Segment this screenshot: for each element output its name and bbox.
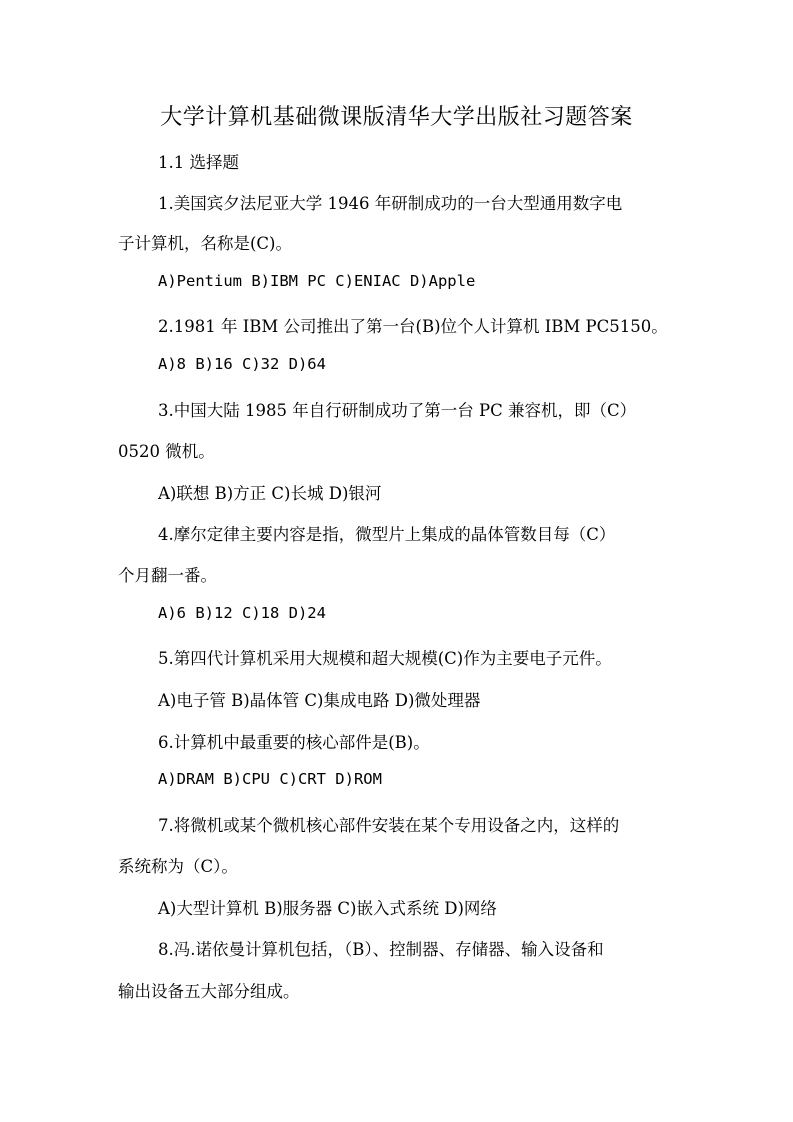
question-7-line-2: 系统称为（C）。 [118,857,238,876]
question-4-line-1: 4.摩尔定律主要内容是指，微型片上集成的晶体管数目每（C） [158,525,616,544]
section-heading: 1.1 选择题 [158,153,239,172]
question-5-options: A)电子管 B)晶体管 C)集成电路 D)微处理器 [158,691,481,710]
question-7-options: A)大型计算机 B)服务器 C)嵌入式系统 D)网络 [158,899,497,918]
question-3-line-1: 3.中国大陆 1985 年自行研制成功了第一台 PC 兼容机，即（C） [158,401,637,420]
question-1-line-1: 1.美国宾夕法尼亚大学 1946 年研制成功的一台大型通用数字电 [158,194,623,213]
question-1-options: A)Pentium B)IBM PC C)ENIAC D)Apple [158,272,476,290]
question-4-options: A)6 B)12 C)18 D)24 [158,604,326,622]
question-2-options: A)8 B)16 C)32 D)64 [158,355,326,373]
question-1-line-2: 子计算机，名称是(C)。 [118,234,292,253]
question-7-line-1: 7.将微机或某个微机核心部件安装在某个专用设备之内，这样的 [158,816,620,835]
question-3-options: A)联想 B)方正 C)长城 D)银河 [158,484,382,503]
question-4-line-2: 个月翻一番。 [118,566,217,585]
question-3-line-2: 0520 微机。 [118,442,215,461]
question-6-line-1: 6.计算机中最重要的核心部件是(B)。 [158,733,430,752]
question-8-line-1: 8.冯.诺依曼计算机包括，（B）、控制器、存储器、输入设备和 [158,940,604,959]
question-8-line-2: 输出设备五大部分组成。 [118,982,300,1001]
question-5-line-1: 5.第四代计算机采用大规模和超大规模(C)作为主要电子元件。 [158,649,612,668]
question-6-options: A)DRAM B)CPU C)CRT D)ROM [158,770,382,788]
page-title: 大学计算机基础微课版清华大学出版社习题答案 [160,105,633,130]
question-2-line-1: 2.1981 年 IBM 公司推出了第一台(B)位个人计算机 IBM PC5150。 [158,317,668,336]
